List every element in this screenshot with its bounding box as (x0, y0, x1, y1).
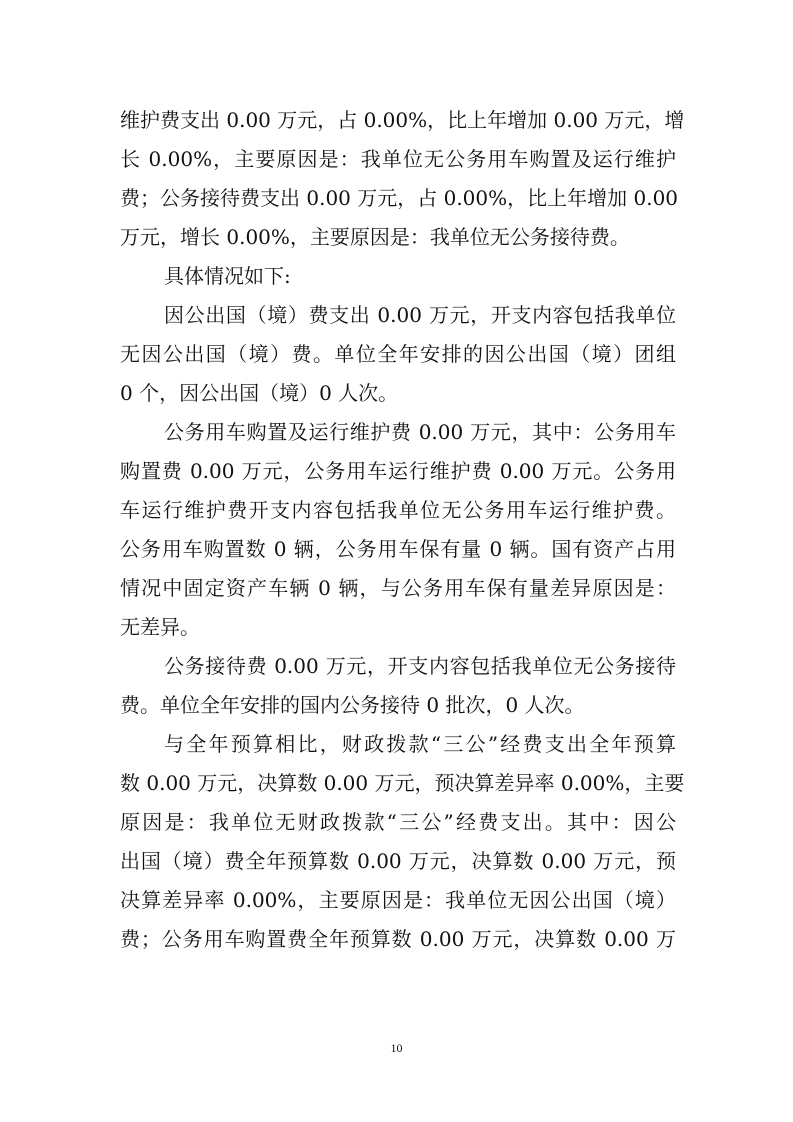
text-line: 原因是：我单位无财政拨款“三公”经费支出。其中：因公 (120, 810, 676, 834)
text-line: 数 0.00 万元，决算数 0.00 万元，预决算差异率 0.00%，主要 (120, 771, 685, 795)
text-line: 费；公务接待费支出 0.00 万元，占 0.00%，比上年增加 0.00 (120, 186, 679, 210)
text-line: 因公出国（境）费支出 0.00 万元，开支内容包括我单位 (164, 303, 676, 327)
page-number: 10 (390, 1041, 403, 1055)
text-line: 长 0.00%，主要原因是：我单位无公务用车购置及运行维护 (120, 147, 676, 171)
text-line: 出国（境）费全年预算数 0.00 万元，决算数 0.00 万元，预 (120, 849, 676, 873)
text-line: 费。单位全年安排的国内公务接待 0 批次，0 人次。 (120, 693, 585, 717)
text-line: 公务接待费 0.00 万元，开支内容包括我单位无公务接待 (164, 654, 676, 678)
text-line: 维护费支出 0.00 万元，占 0.00%，比上年增加 0.00 万元，增 (120, 108, 685, 132)
text-line: 无因公出国（境）费。单位全年安排的因公出国（境）团组 (120, 342, 676, 366)
body-text (120, 101, 685, 959)
text-line: 具体情况如下: (164, 264, 291, 288)
text-line: 决算差异率 0.00%，主要原因是：我单位无因公出国（境） (120, 888, 676, 912)
text-line: 公务用车购置及运行维护费 0.00 万元，其中：公务用车 (164, 420, 676, 444)
text-line: 费；公务用车购置费全年预算数 0.00 万元，决算数 0.00 万 (120, 927, 676, 951)
text-line: 0 个，因公出国（境）0 人次。 (120, 381, 399, 405)
text-line: 购置费 0.00 万元，公务用车运行维护费 0.00 万元。公务用 (120, 459, 676, 483)
text-line: 情况中固定资产车辆 0 辆，与公务用车保有量差异原因是： (120, 576, 676, 600)
text-line: 与全年预算相比，财政拨款“三公”经费支出全年预算 (164, 732, 676, 756)
text-line: 无差异。 (120, 615, 200, 639)
text-line: 万元，增长 0.00%，主要原因是：我单位无公务接待费。 (120, 225, 630, 249)
text-line: 公务用车购置数 0 辆，公务用车保有量 0 辆。国有资产占用 (120, 537, 676, 561)
text-line: 车运行维护费开支内容包括我单位无公务用车运行维护费。 (120, 498, 676, 522)
